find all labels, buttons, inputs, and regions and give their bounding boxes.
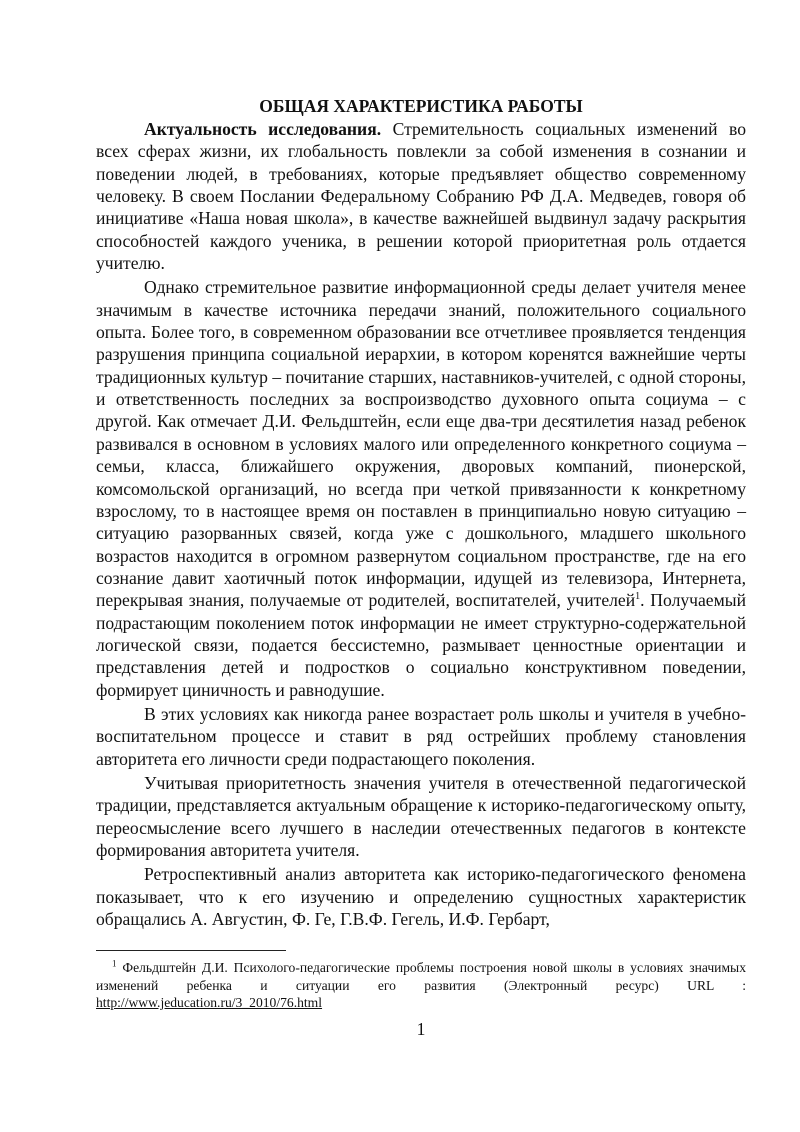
paragraph-retrospective-analysis [96, 863, 746, 930]
footnote-reference[interactable]: 1 [635, 591, 641, 603]
paragraph-text-continued: . Получаемый подрастающим поколением поток информации не имеет структурно-содержательной логической связи, подается бессистемно, размывает ценностные ориентации и представления детей и подростков о социально конструктивном поведении, формирует циничность и равнодушие. [96, 590, 746, 700]
paragraph-school-role [96, 703, 746, 770]
paragraph-text: Учитывая приоритетность значения учителя в отечественной педагогической традиции, представляется актуальным обращение к историко-педагогическому опыту, переосмысление всего лучшего в наследии отечественных педагогов в контексте формирования авторитета учителя. [96, 772, 746, 860]
paragraph-text: Однако стремительное развитие информационной среды делает учителя менее значимым в качестве источника передачи знаний, положительного социального опыта. Более того, в современном образовании все отчетливее проявляется тенденция разрушения принципа социальной иерархии, в котором коренятся важнейшие черты традиционных культур – почитание старших, наставников-учителей, с одной стороны, и ответственность последних за воспроизводство духовного опыта социума – с другой. Как отмечает Д.И. Фельдштейн, если еще два-три десятилетия назад ребенок развивался в основном в условиях малого или определенного конкретного социума – семьи, класса, ближайшего окружения, дворовых компаний, пионерской, комсомольской организаций, но всегда при четкой привязанности к конкретному взрослому, то в настоящее время он поставлен в принципиально новую ситуацию – ситуацию разорванных связей, когда уже с дошкольного, младшего школьного возрастов находится в огромном развернутом социальном пространстве, где на его сознание давит хаотичный поток информации, идущей из телевизора, Интернета, перекрывая знания, получаемые от родителей, воспитателей, учителей [96, 277, 746, 611]
body-text [96, 118, 746, 930]
footnote-mark: 1 [112, 958, 117, 969]
paragraph-lead: Актуальность исследования. [144, 119, 382, 139]
footnote-text: Фельдштейн Д.И. Психолого-педагогические проблемы построения новой школы в условиях значимых изменений ребенка и ситуации его развития (Электронный ресурс) URL : [96, 960, 746, 993]
paragraph-teacher-priority [96, 772, 746, 861]
paragraph-text: Ретроспективный анализ авторитета как историко-педагогического феномена показывает, что к его изучению и определению сущностных характеристик обращались А. Августин, Ф. Ге, Г.В.Ф. Гегель, И.Ф. Гербарт, [96, 864, 746, 930]
footnote [96, 959, 746, 1012]
footnote-link[interactable]: http://www.jeducation.ru/3_2010/76.html [96, 995, 323, 1010]
paragraph-information-environment [96, 276, 746, 701]
page-number: 1 [416, 1019, 426, 1039]
page-title: ОБЩАЯ ХАРАКТЕРИСТИКА РАБОТЫ [259, 96, 583, 116]
paragraph-text: Стремительность социальных изменений во всех сферах жизни, их глобальность повлекли за собой изменения в сознании и поведении людей, в требованиях, которые предъявляет общество современному человеку. В своем Послании Федеральному Собранию РФ Д.А. Медведев, говоря об инициативе «Наша новая школа», в качестве важнейшей выдвинул задачу раскрытия способностей каждого ученика, в решении которой приоритетная роль отдается учителю. [96, 119, 746, 274]
paragraph-text: В этих условиях как никогда ранее возрастает роль школы и учителя в учебно-воспитательном процессе и ставит в ряд острейших проблему становления авторитета его личности среди подрастающего поколения. [96, 703, 746, 769]
footnote-divider [96, 950, 286, 951]
paragraph-relevance [96, 118, 746, 274]
